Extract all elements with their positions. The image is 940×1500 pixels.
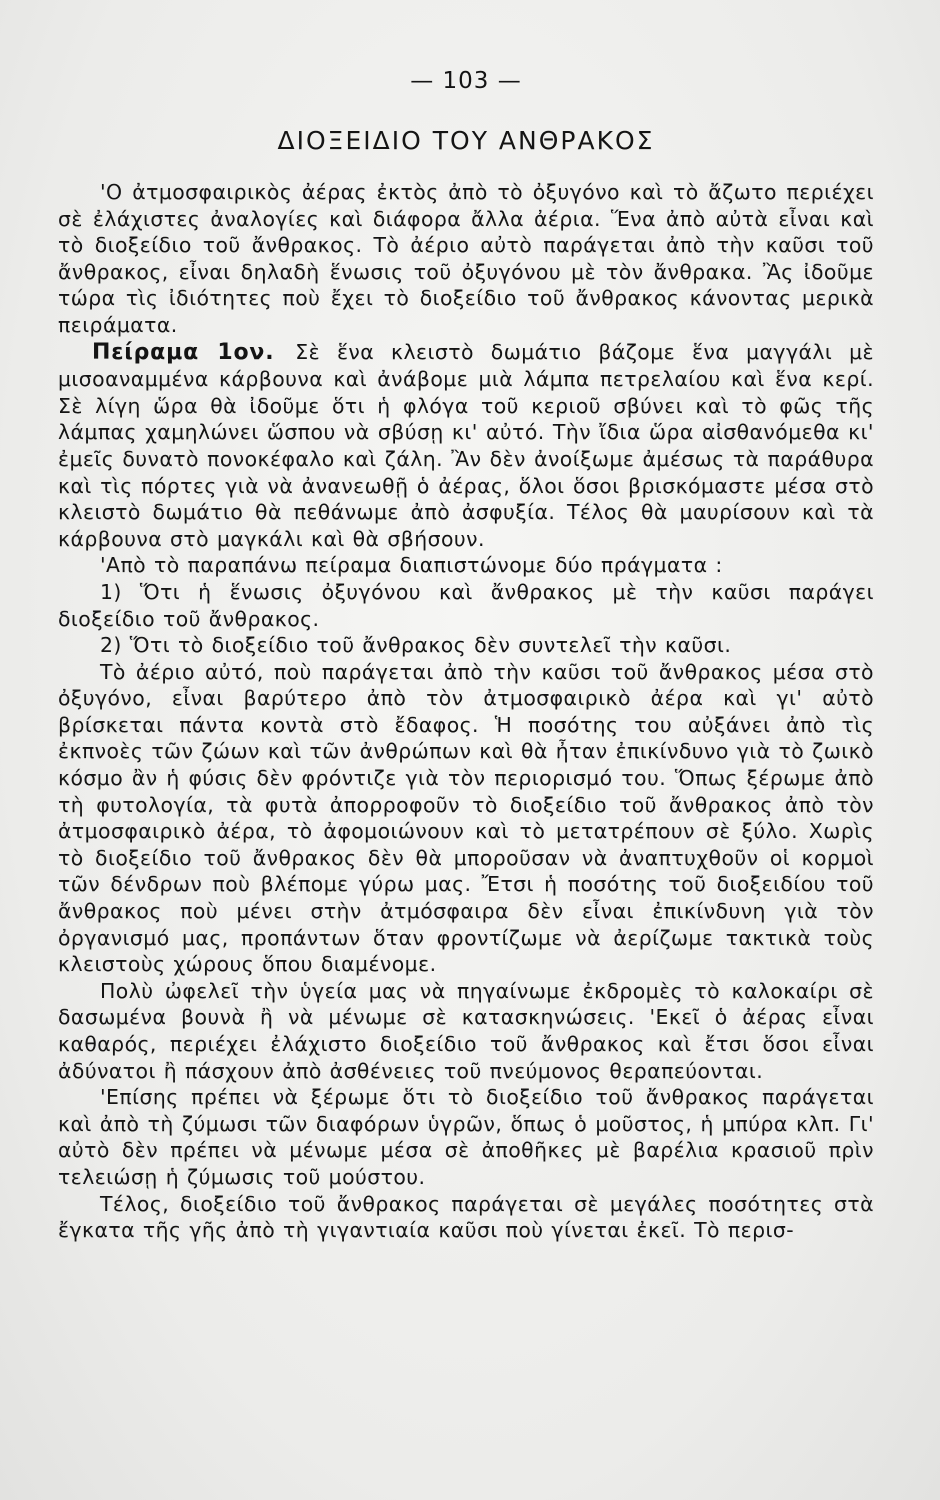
- excursions-paragraph: Πολὺ ὠφελεῖ τὴν ὑγεία μας νὰ πηγαίνωμε ἐκδρομὲς τὸ καλοκαίρι σὲ δασωμένα βουνὰ ἢ νὰ μένωμε σὲ κατασκηνώσεις. 'Εκεῖ ὁ ἀέρας εἶναι καθαρός, περιέχει ἐλάχιστο διοξείδιο τοῦ ἄνθρακος καὶ ἔτσι ὅσοι εἶναι ἀδύνατοι ἢ πάσχουν ἀπὸ ἀσθένειες τοῦ πνεύμονος θεραπεύονται.: [58, 978, 874, 1083]
- body-text: [58, 179, 874, 1244]
- properties-paragraph: Τὸ ἀέριο αὐτό, ποὺ παράγεται ἀπὸ τὴν καῦσι τοῦ ἄνθρακος μέσα στὸ ὀξυγόνο, εἶναι βαρύτερο ἀπὸ τὸν ἀτμοσφαιρικὸ ἀέρα καὶ γι' αὐτὸ βρίσκεται πάντα κοντὰ στὸ ἔδαφος. Ἡ ποσότης του αὐξάνει ἀπὸ τὶς ἐκπνοὲς τῶν ζώων καὶ τῶν ἀνθρώπων καὶ θὰ ἦταν ἐπικίνδυνο γιὰ τὸ ζωικὸ κόσμο ἂν ἡ φύσις δὲν φρόντιζε γιὰ τὸν περιορισμό του. Ὅπως ξέρωμε ἀπὸ τὴ φυτολογία, τὰ φυτὰ ἀπορροφοῦν τὸ διοξείδιο τοῦ ἄνθρακος ἀπὸ τὸν ἀτμοσφαιρικὸ ἀέρα, τὸ ἀφομοιώνουν καὶ τὸ μετατρέπουν σὲ ξύλο. Χωρὶς τὸ διοξείδιο τοῦ ἄνθρακος δὲν θὰ μποροῦσαν νὰ ἀναπτυχθοῦν οἱ κορμοὶ τῶν δένδρων ποὺ βλέπομε γύρω μας. Ἔτσι ἡ ποσότης τοῦ διοξειδίου τοῦ ἄνθρακος ποὺ μένει στὴν ἀτμόσφαιρα δὲν εἶναι ἐπικίνδυνη γιὰ τὸν ὀργανισμό μας, προπάντων ὅταν φροντίζωμε νὰ ἀερίζωμε τακτικὰ τοὺς κλειστοὺς χώρους ὅπου διαμένομε.: [58, 659, 874, 977]
- conclusion-intro-paragraph: 'Απὸ τὸ παραπάνω πείραμα διαπιστώνομε δύο πράγματα :: [100, 553, 723, 578]
- fermentation-paragraph: 'Επίσης πρέπει νὰ ξέρωμε ὅτι τὸ διοξείδιο τοῦ ἄνθρακος παράγεται καὶ ἀπὸ τὴ ζύμωσι τῶν διαφόρων ὑγρῶν, ὅπως ὁ μοῦστος, ἡ μπύρα κλπ. Γι' αὐτὸ δὲν πρέπει νὰ μένωμε μέσα σὲ ἀποθῆκες μὲ βαρέλια κρασιοῦ πρὶν τελειώσῃ ἡ ζύμωσις τοῦ μούστου.: [58, 1085, 874, 1189]
- experiment-paragraph: [58, 339, 874, 553]
- experiment-label: Πείραμα 1ον.: [92, 339, 275, 365]
- experiment-text: Σὲ ἕνα κλειστὸ δωμάτιο βάζομε ἕνα μαγγάλι μὲ μισοαναμμένα κάρβουνα καὶ ἀνάβομε μιὰ λάμπα πετρελαίου καὶ ἕνα κερί. Σὲ λίγη ὥρα θὰ ἰδοῦμε ὅτι ἡ φλόγα τοῦ κεριοῦ σβύνει καὶ τὸ φῶς τῆς λάμπας χαμηλώνει ὥσπου νὰ σβύσῃ κι' αὐτό. Τὴν ἴδια ὥρα αἰσθανόμεθα κι' ἐμεῖς δυνατὸ πονοκέφαλο καὶ ζάλη. Ἂν δὲν ἀνοίξωμε ἀμέσως τὰ παράθυρα καὶ τὶς πόρτες γιὰ νὰ ἀνανεωθῇ ὁ ἀέρας, ὅλοι ὅσοι βρισκόμαστε μέσα στὸ κλειστὸ δωμάτιο θὰ πεθάνωμε ἀπὸ ἀσφυξία. Τέλος θὰ μαυρίσουν καὶ τὰ κάρβουνα στὸ μαγκάλι καὶ θὰ σβήσουν.: [58, 339, 874, 551]
- chapter-title: ΔΙΟΞΕΙΔΙΟ ΤΟΥ ΑΝΘΡΑΚΟΣ: [277, 126, 655, 155]
- page-number: — 103 —: [410, 68, 522, 94]
- conclusion-item-2: 2) Ὅτι τὸ διοξείδιο τοῦ ἄνθρακος δὲν συντελεῖ τὴν καῦσι.: [100, 633, 732, 658]
- conclusion-item-1: 1) Ὅτι ἡ ἕνωσις ὀξυγόνου καὶ ἄνθρακος μὲ τὴν καῦσι παράγει διοξείδιο τοῦ ἄνθρακος.: [58, 579, 874, 631]
- earth-paragraph: Τέλος, διοξείδιο τοῦ ἄνθρακος παράγεται σὲ μεγάλες ποσότητες στὰ ἔγκατα τῆς γῆς ἀπὸ τὴ γιγαντιαία καῦσι ποὺ γίνεται ἐκεῖ. Τὸ περισ-: [58, 1191, 874, 1243]
- intro-paragraph: 'Ο ἀτμοσφαιρικὸς ἀέρας ἐκτὸς ἀπὸ τὸ ὀξυγόνο καὶ τὸ ἄζωτο περιέχει σὲ ἐλάχιστες ἀναλογίες καὶ διάφορα ἄλλα ἀέρια. Ἕνα ἀπὸ αὐτὰ εἶναι καὶ τὸ διοξείδιο τοῦ ἄνθρακος. Τὸ ἀέριο αὐτὸ παράγεται ἀπὸ τὴν καῦσι τοῦ ἄνθρακος, εἶναι δηλαδὴ ἕνωσις τοῦ ὀξυγόνου μὲ τὸν ἄνθρακα. Ἂς ἰδοῦμε τώρα τὶς ἰδιότητες ποὺ ἔχει τὸ διοξείδιο τοῦ ἄνθρακος κάνοντας μερικὰ πειράματα.: [58, 180, 874, 337]
